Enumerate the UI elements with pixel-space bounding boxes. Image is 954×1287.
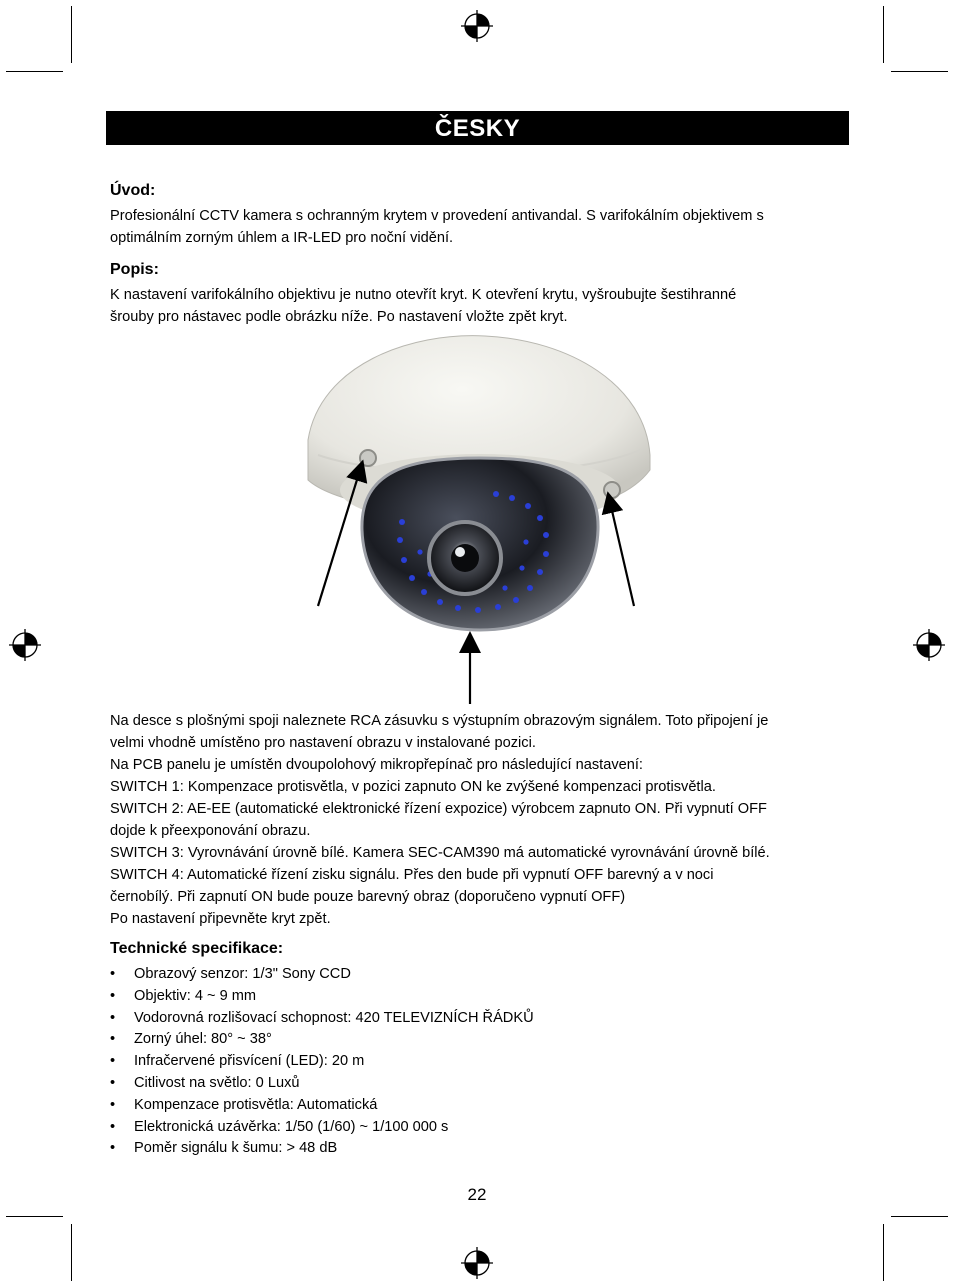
spec-text: Poměr signálu k šumu: > 48 dB — [134, 1140, 338, 1157]
spec-text: Citlivost na světlo: 0 Luxů — [134, 1074, 300, 1091]
text-line: Na PCB panelu je umístěn dvoupolohový mikropřepínač pro následující nastavení: — [110, 757, 643, 773]
crop-mark — [883, 1224, 884, 1281]
list-item — [110, 986, 534, 1008]
spec-text: Elektronická uzávěrka: 1/50 (1/60) ~ 1/100 000 s — [134, 1118, 449, 1135]
housing-screw — [360, 450, 376, 466]
list-item — [110, 1008, 534, 1030]
text-line: SWITCH 4: Automatické řízení zisku signálu. Přes den bude při vypnutí OFF barevný a v noci — [110, 867, 714, 883]
bullet: • — [110, 966, 116, 982]
text-line: SWITCH 3: Vyrovnávání úrovně bílé. Kamera SEC-CAM390 má automatické vyrovnávání úrovně bílé. — [110, 845, 770, 861]
list-item — [110, 1073, 534, 1095]
page-number: 22 — [467, 1185, 487, 1204]
bullet: • — [110, 1031, 116, 1048]
spec-text: Obrazový senzor: 1/3" Sony CCD — [134, 966, 351, 982]
registration-mark-icon — [461, 10, 493, 42]
crop-mark — [883, 6, 884, 63]
list-item — [110, 1095, 534, 1117]
intro-paragraph — [110, 205, 764, 249]
text-line: SWITCH 1: Kompenzace protisvětla, v pozici zapnuto ON ke zvýšené kompenzaci protisvětla. — [110, 779, 716, 795]
spec-text: Vodorovná rozlišovací schopnost: 420 TELEVIZNÍCH ŘÁDKŮ — [134, 1009, 534, 1026]
list-item — [110, 1029, 534, 1051]
text-line: Profesionální CCTV kamera s ochranným krytem v provedení antivandal. S varifokálním objektivem s — [110, 208, 764, 224]
text-line: velmi vhodně umístěno pro nastavení obrazu v instalované pozici. — [110, 735, 536, 751]
bullet: • — [110, 1140, 116, 1157]
list-item — [110, 964, 534, 986]
specs-heading: Technické specifikace: — [110, 940, 284, 957]
list-item — [110, 1051, 534, 1073]
description-heading: Popis: — [110, 261, 159, 278]
intro-heading: Úvod: — [110, 182, 156, 199]
text-line: šrouby pro nástavec podle obrázku níže. Po nastavení vložte zpět kryt. — [110, 309, 568, 325]
registration-mark-icon — [461, 1247, 493, 1279]
crop-mark — [71, 6, 72, 63]
language-title: ČESKY — [434, 115, 521, 142]
bullet: • — [110, 1009, 116, 1026]
text-line: optimálním zorným úhlem a IR-LED pro noční vidění. — [110, 230, 454, 246]
text-line: SWITCH 2: AE-EE (automatické elektronické řízení expozice) výrobcem zapnuto ON. Při vypnutí OFF — [110, 801, 767, 817]
list-item — [110, 1117, 534, 1139]
bullet: • — [110, 987, 116, 1004]
spec-text: Infračervené přisvícení (LED): 20 m — [134, 1053, 365, 1070]
settings-paragraph — [110, 710, 770, 930]
text-line: dojde k přeexponování obrazu. — [110, 823, 311, 839]
spec-text: Objektiv: 4 ~ 9 mm — [134, 987, 257, 1004]
bullet: • — [110, 1074, 116, 1091]
registration-mark-icon — [913, 629, 945, 661]
crop-mark — [71, 1224, 72, 1281]
language-title-bar — [106, 111, 849, 145]
dome-camera-image — [300, 330, 660, 710]
specs-list — [110, 964, 534, 1160]
text-line: K nastavení varifokálního objektivu je nutno otevřít kryt. K otevření krytu, vyšroubujte šestihranné — [110, 287, 737, 303]
spec-text: Zorný úhel: 80° ~ 38° — [134, 1031, 272, 1048]
bullet: • — [110, 1053, 116, 1070]
list-item — [110, 1138, 534, 1160]
registration-mark-icon — [9, 629, 41, 661]
text-line: Po nastavení připevněte kryt zpět. — [110, 911, 331, 927]
screw-arrow — [610, 502, 634, 606]
crop-mark — [6, 71, 63, 72]
spec-text: Kompenzace protisvětla: Automatická — [134, 1096, 378, 1113]
bullet: • — [110, 1118, 116, 1135]
housing-screw — [604, 482, 620, 498]
description-paragraph — [110, 284, 736, 328]
crop-mark — [891, 1216, 948, 1217]
crop-mark — [891, 71, 948, 72]
crop-mark — [6, 1216, 63, 1217]
text-line: Na desce s plošnými spoji naleznete RCA zásuvku s výstupním obrazovým signálem. Toto připojení je — [110, 713, 769, 729]
text-line: černobílý. Při zapnutí ON bude pouze barevný obraz (doporučeno vypnutí OFF) — [110, 889, 626, 905]
bullet: • — [110, 1096, 116, 1113]
